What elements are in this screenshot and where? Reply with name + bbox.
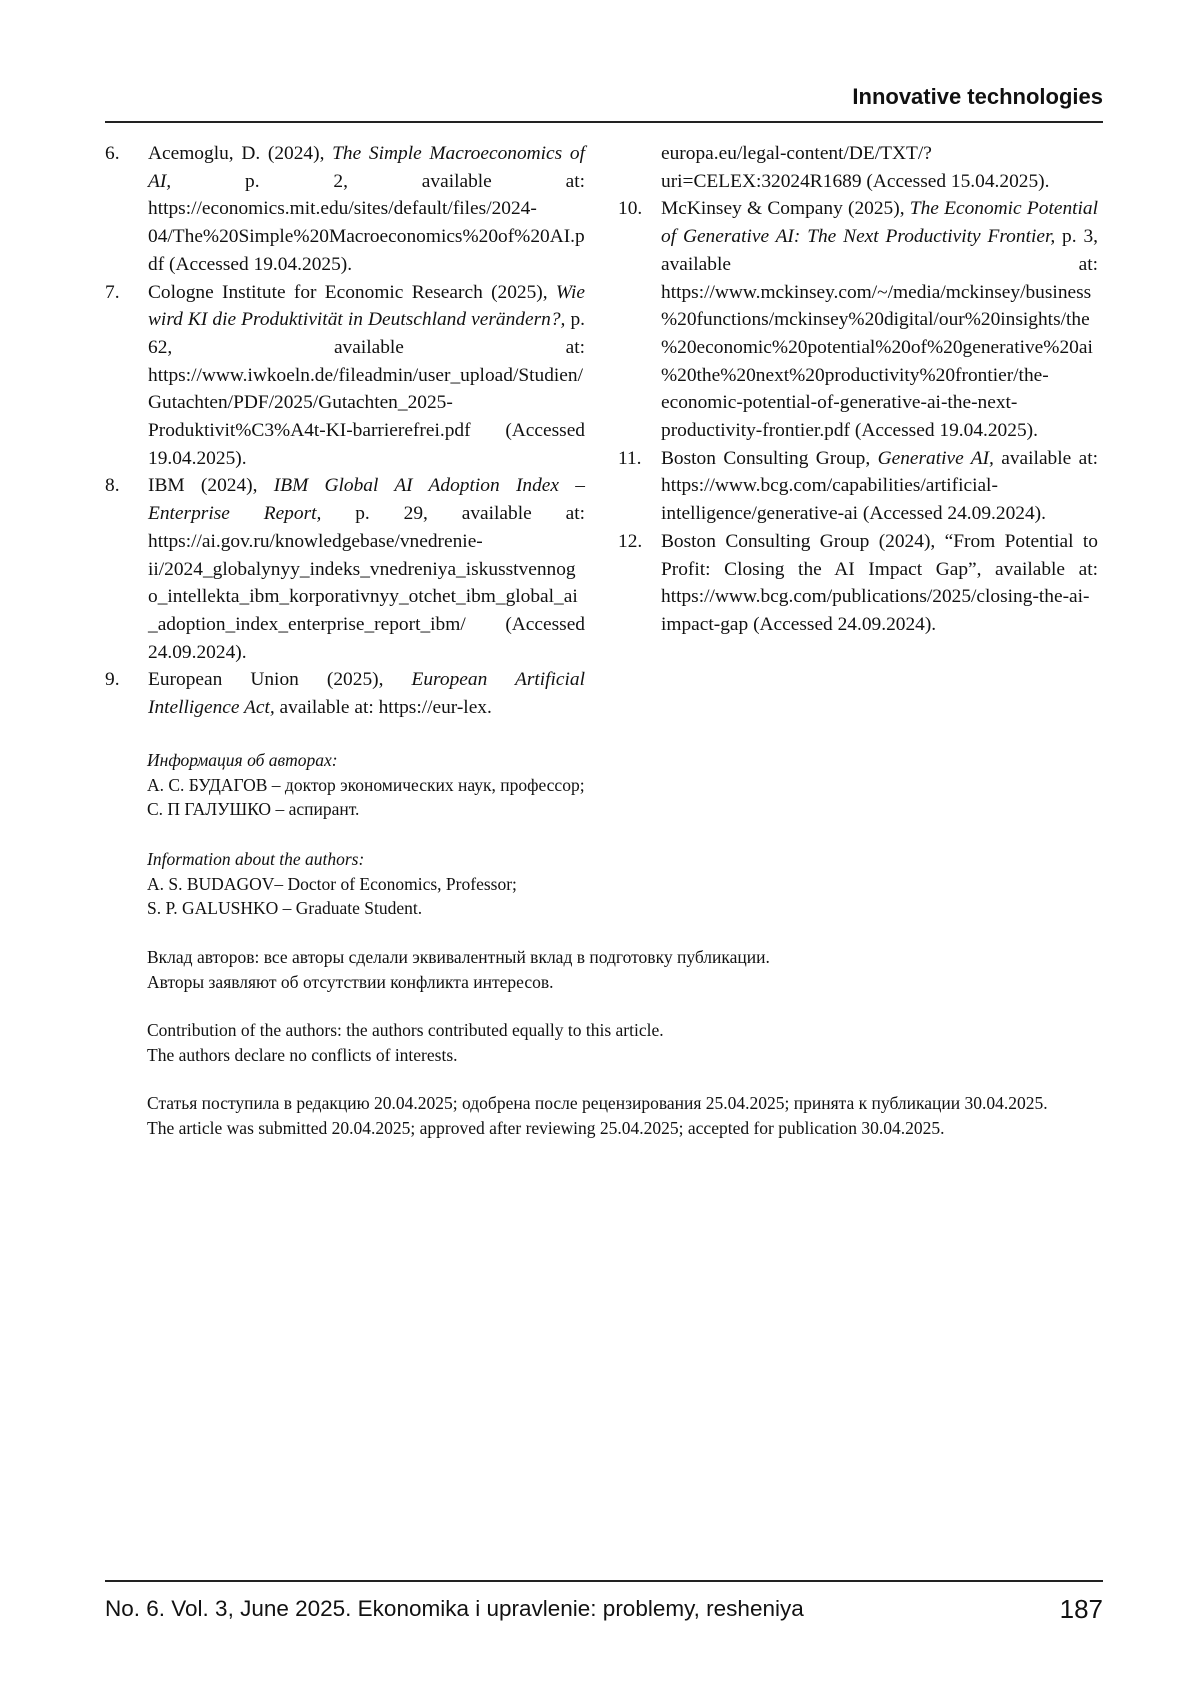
reference-text: European Union (2025), — [148, 669, 412, 691]
author-info-line: S. P. GALUSHKO – Graduate Student. — [147, 898, 423, 918]
reference-text: europa.eu/legal-content/DE/TXT/?uri=CELEX:32024R1689 (Accessed 15.04.2025). — [661, 143, 1050, 192]
reference-title: Wie wird KI die Produktivität in Deutschland verändern?, — [148, 281, 585, 331]
reference-number: 7. — [105, 281, 120, 303]
article-dates — [147, 1091, 1107, 1140]
reference-number: 11. — [618, 447, 642, 469]
reference-title: The Simple Macroeconomics of AI, — [148, 143, 585, 192]
reference-list-right-column — [618, 140, 1098, 639]
contribution-line: Contribution of the authors: the authors contributed equally to this article. — [147, 1020, 664, 1040]
article-dates-ru: Статья поступила в редакцию 20.04.2025; одобрена после рецензирования 25.04.2025; принята к публикации 30.04.2025. — [147, 1093, 1048, 1113]
reference-text: available at: https://eur-lex. — [274, 697, 492, 719]
reference-list-left-column — [105, 140, 585, 722]
reference-text: p. 2, available at: https://economics.mit.edu/sites/default/files/2024-04/The%20Simple%20Macroeconomics%20of%20AI.pdf (Accessed 19.04.2025). — [148, 170, 585, 275]
reference-text: IBM (2024), — [148, 475, 274, 497]
conflict-line: Авторы заявляют об отсутствии конфликта интересов. — [147, 971, 554, 992]
reference-item — [105, 279, 585, 473]
reference-number: 10. — [618, 198, 643, 220]
author-info-heading-ru: Информация об авторах: — [147, 750, 338, 770]
reference-item — [105, 140, 585, 279]
reference-item — [618, 140, 1098, 195]
reference-item — [618, 445, 1098, 528]
reference-text: Cologne Institute for Economic Research (2025), — [148, 281, 556, 303]
reference-number: 9. — [105, 669, 120, 691]
reference-text: available at: https://www.bcg.com/capabilities/artificial-intelligence/generative-ai (Accessed 24.09.2024). — [661, 447, 1098, 525]
contribution-line: Вклад авторов: все авторы сделали эквивалентный вклад в подготовку публикации. — [147, 947, 770, 967]
article-dates-en: The article was submitted 20.04.2025; approved after reviewing 25.04.2025; accepted for publication 30.04.2025. — [147, 1117, 945, 1138]
reference-title: European Artificial Intelligence Act, — [148, 669, 585, 719]
page-number: 187 — [1059, 1594, 1103, 1624]
author-info-line: А. С. БУДАГОВ – доктор экономических наук, профессор; — [147, 774, 585, 795]
reference-text: Acemoglu, D. (2024), — [148, 143, 333, 164]
reference-title: The Economic Potential of Generative AI: The Next Productivity Frontier, — [661, 198, 1098, 248]
reference-text: p. 29, available at: https://ai.gov.ru/knowledgebase/vnedrenie-ii/2024_globalynyy_indeks_vnedreniya_iskusstvennogo_intellekta_ibm_korporativnyy_otchet_ibm_global_ai_adoption_index_enterprise_report_ibm/ (Accessed 24.09.2024). — [148, 503, 585, 663]
author-info-line: С. П ГАЛУШКО – аспирант. — [147, 799, 360, 819]
reference-text: p. 3, available at: https://www.mckinsey.com/~/media/mckinsey/business%20functions/mckinsey%20digital/our%20insights/the%20economic%20potential%20of%20generative%20ai%20the%20next%20productivity%20frontier/the-economic-potential-of-generative-ai-the-next-productivity-frontier.pdf (Accessed 19.04.2025). — [661, 226, 1098, 442]
reference-item — [105, 472, 585, 666]
footer-divider — [105, 1580, 1103, 1582]
author-info-line: A. S. BUDAGOV– Doctor of Economics, Professor; — [147, 873, 517, 894]
reference-number: 8. — [105, 475, 120, 497]
contribution-english — [147, 1018, 1107, 1067]
contribution-russian — [147, 945, 1107, 994]
header-divider — [105, 121, 1103, 123]
reference-title: Generative AI, — [877, 447, 994, 469]
reference-text: p. 62, available at: https://www.iwkoeln.de/fileadmin/user_upload/Studien/Gutachten/PDF/2025/Gutachten_2025-Produktivit%C3%A4t-KI-barrierefrei.pdf (Accessed 19.04.2025). — [148, 309, 586, 469]
reference-text: Boston Consulting Group, — [661, 447, 878, 469]
conflict-line: The authors declare no conflicts of interests. — [147, 1044, 458, 1065]
reference-item — [618, 528, 1098, 639]
reference-number: 6. — [105, 143, 120, 164]
reference-title: IBM Global AI Adoption Index – Enterprise Report, — [148, 475, 585, 525]
reference-item — [105, 666, 585, 721]
author-info-heading-en: Information about the authors: — [147, 849, 365, 869]
reference-number: 12. — [618, 530, 643, 552]
author-info-russian — [147, 748, 1107, 822]
journal-footer: No. 6. Vol. 3, June 2025. Ekonomika i upravlenie: problemy, resheniya — [105, 1596, 804, 1621]
author-info-english — [147, 847, 1107, 921]
reference-text: Boston Consulting Group (2024), “From Potential to Profit: Closing the AI Impact Gap”, available at: https://www.bcg.com/publications/2025/closing-the-ai-impact-gap (Accessed 24.09.2024). — [661, 530, 1098, 635]
reference-text: McKinsey & Company (2025), — [661, 198, 910, 220]
running-header-title: Innovative technologies — [852, 84, 1103, 109]
reference-item — [618, 195, 1098, 444]
